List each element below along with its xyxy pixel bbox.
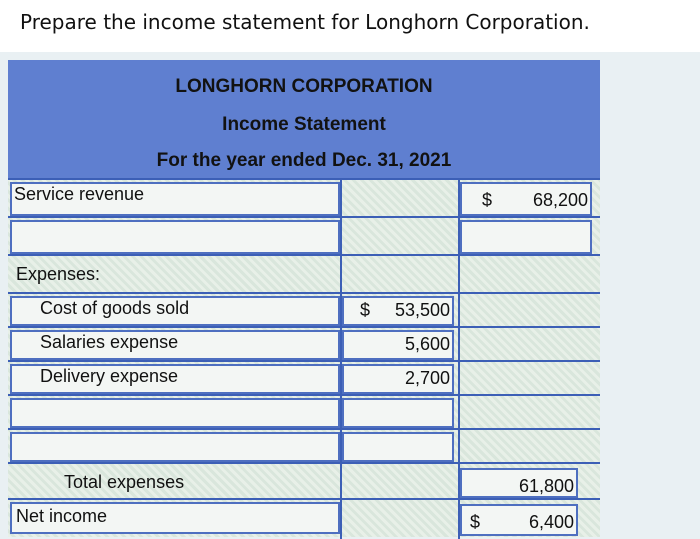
cell-divider: [458, 396, 460, 430]
salaries-label: Salaries expense: [40, 332, 179, 352]
service-revenue-currency: $: [482, 190, 493, 210]
cogs-currency: $: [360, 300, 371, 320]
total-expenses-amount: 61,800: [518, 476, 574, 496]
row-cost-of-goods-sold: [8, 292, 600, 328]
cogs-amount: 53,500: [394, 300, 450, 320]
service-revenue-label: Service revenue: [14, 184, 145, 204]
row-delivery-expense: [8, 360, 600, 396]
prompt-text: Prepare the income statement for Longhorn Corporation.: [20, 10, 590, 34]
cell-divider: [458, 328, 460, 362]
net-income-amount: 6,400: [528, 512, 574, 532]
cogs-label: Cost of goods sold: [40, 298, 190, 318]
cell-divider: [340, 256, 342, 294]
row-blank-1: [8, 216, 600, 256]
delivery-label: Delivery expense: [40, 366, 179, 386]
cell-divider: [340, 500, 342, 539]
row-net-income: [8, 498, 600, 539]
blank-amount-field[interactable]: [342, 432, 454, 462]
cell-divider: [340, 464, 342, 500]
net-income-label: Net income: [16, 506, 108, 526]
service-revenue-amount: 68,200: [532, 190, 588, 210]
blank-amount-field[interactable]: [342, 398, 454, 428]
cell-empty: [340, 180, 460, 218]
row-blank-2: [8, 394, 600, 430]
row-service-revenue: [8, 178, 600, 218]
blank-label-field[interactable]: [10, 220, 340, 254]
expenses-heading: Expenses:: [16, 264, 101, 284]
cell-divider: [458, 430, 460, 464]
company-name: LONGHORN CORPORATION: [175, 76, 433, 97]
row-expenses-heading: [8, 254, 600, 294]
row-salaries-expense: [8, 326, 600, 362]
income-statement-table: [8, 60, 600, 537]
cell-divider: [458, 362, 460, 396]
delivery-amount: 2,700: [404, 368, 450, 388]
question-prompt: [0, 0, 700, 52]
cell-divider: [458, 256, 460, 294]
row-total-expenses: [8, 462, 600, 500]
blank-label-field[interactable]: [10, 398, 340, 428]
statement-period: For the year ended Dec. 31, 2021: [156, 150, 452, 171]
net-income-currency: $: [470, 512, 481, 532]
row-blank-3: [8, 428, 600, 464]
blank-label-field[interactable]: [10, 432, 340, 462]
statement-header: [8, 60, 600, 178]
cell-divider: [340, 218, 342, 256]
salaries-amount: 5,600: [404, 334, 450, 354]
statement-title: Income Statement: [222, 114, 386, 135]
total-expenses-label: Total expenses: [64, 472, 185, 492]
blank-amount-field[interactable]: [460, 220, 592, 254]
cell-divider: [458, 294, 460, 328]
